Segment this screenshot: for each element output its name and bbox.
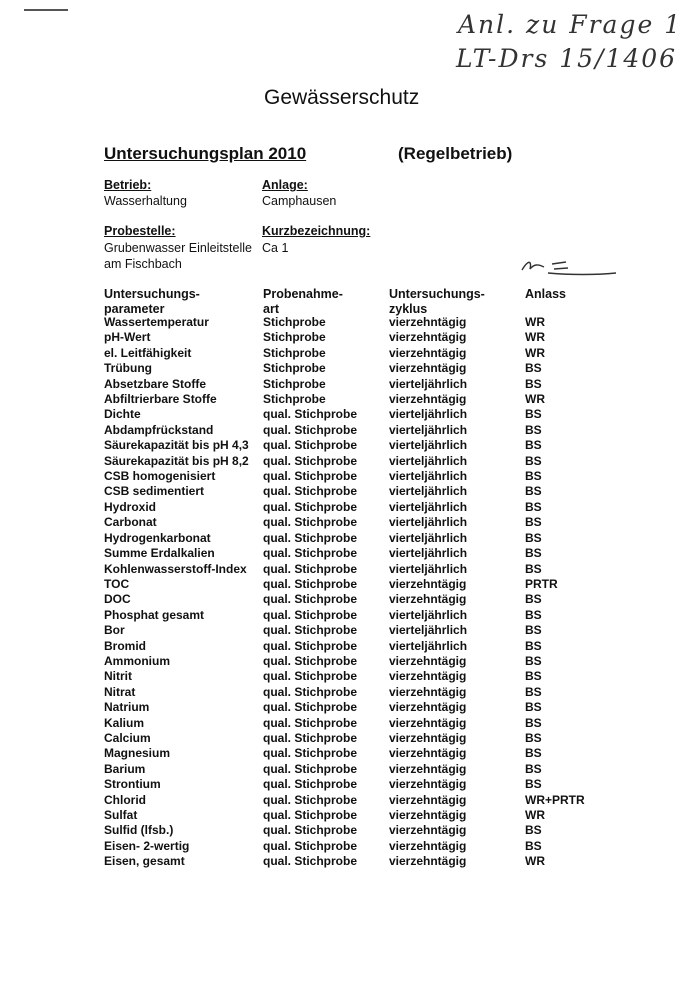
anlage-label: Anlage:	[262, 178, 308, 192]
cell-probenahme: qual. Stichprobe	[263, 546, 358, 561]
cell-probenahme: qual. Stichprobe	[263, 438, 358, 453]
table-row	[104, 469, 605, 484]
cell-parameter: Ammonium	[104, 653, 170, 668]
cell-zyklus: vierteljährlich	[389, 453, 468, 468]
table-row	[104, 608, 605, 623]
cell-zyklus: vierzehntägig	[389, 330, 467, 345]
cell-probenahme: qual. Stichprobe	[263, 761, 358, 776]
scan-mark-line	[24, 9, 68, 11]
cell-anlass: BS	[525, 361, 542, 376]
cell-anlass: BS	[525, 499, 542, 514]
cell-zyklus: vierteljährlich	[389, 515, 468, 530]
cell-zyklus: vierzehntägig	[389, 345, 467, 360]
cell-probenahme: qual. Stichprobe	[263, 777, 358, 792]
table-row	[104, 361, 605, 376]
cell-probenahme: qual. Stichprobe	[263, 700, 358, 715]
cell-anlass: WR	[525, 392, 545, 407]
table-row	[104, 392, 605, 407]
cell-probenahme: qual. Stichprobe	[263, 669, 358, 684]
cell-probenahme: qual. Stichprobe	[263, 499, 358, 514]
table-row	[104, 808, 605, 823]
cell-zyklus: vierzehntägig	[389, 715, 467, 730]
cell-parameter: TOC	[104, 576, 130, 591]
cell-zyklus: vierteljährlich	[389, 623, 468, 638]
table-row	[104, 700, 605, 715]
table-row	[104, 515, 605, 530]
probestelle-line1: Grubenwasser Einleitstelle	[104, 241, 252, 255]
cell-anlass: BS	[525, 715, 542, 730]
cell-zyklus: vierzehntägig	[389, 700, 467, 715]
table-row	[104, 793, 605, 808]
cell-zyklus: vierteljährlich	[389, 484, 468, 499]
cell-zyklus: vierzehntägig	[389, 684, 467, 699]
cell-zyklus: vierzehntägig	[389, 777, 467, 792]
table-row	[104, 777, 605, 792]
cell-probenahme: qual. Stichprobe	[263, 484, 358, 499]
cell-anlass: BS	[525, 838, 542, 853]
cell-probenahme: Stichprobe	[263, 330, 326, 345]
cell-anlass: WR	[525, 345, 545, 360]
cell-parameter: Nitrit	[104, 669, 132, 684]
cell-zyklus: vierzehntägig	[389, 808, 467, 822]
cell-anlass: BS	[525, 530, 542, 545]
cell-probenahme: qual. Stichprobe	[263, 453, 358, 468]
cell-anlass: BS	[525, 669, 542, 684]
initials-signature	[518, 256, 618, 276]
table-row	[104, 546, 605, 561]
cell-probenahme: Stichprobe	[263, 392, 326, 407]
cell-parameter: Eisen- 2-wertig	[104, 838, 190, 853]
cell-probenahme: qual. Stichprobe	[263, 561, 358, 576]
table-row	[104, 577, 605, 592]
cell-parameter: Barium	[104, 761, 146, 776]
cell-anlass: WR+PRTR	[525, 792, 585, 807]
cell-parameter: Phosphat gesamt	[104, 607, 205, 622]
probestelle-label: Probestelle:	[104, 224, 176, 238]
cell-parameter: Strontium	[104, 777, 161, 792]
cell-probenahme: Stichprobe	[263, 345, 326, 360]
cell-probenahme: qual. Stichprobe	[263, 623, 358, 638]
cell-zyklus: vierteljährlich	[389, 607, 468, 622]
cell-parameter: CSB homogenisiert	[104, 469, 216, 484]
cell-parameter: Bromid	[104, 638, 146, 653]
betrieb-value: Wasserhaltung	[104, 194, 187, 208]
cell-parameter: Eisen, gesamt	[104, 854, 185, 869]
cell-zyklus: vierteljährlich	[389, 638, 468, 653]
page-title: Gewässerschutz	[264, 86, 420, 109]
table-row	[104, 315, 605, 330]
cell-probenahme: qual. Stichprobe	[263, 730, 358, 745]
cell-parameter: Carbonat	[104, 515, 157, 530]
cell-zyklus: vierteljährlich	[389, 469, 468, 484]
cell-parameter: Calcium	[104, 730, 151, 745]
cell-parameter: Absetzbare Stoffe	[104, 376, 207, 391]
cell-probenahme: qual. Stichprobe	[263, 592, 358, 607]
anlage-value: Camphausen	[262, 194, 337, 208]
cell-anlass: BS	[525, 653, 542, 668]
col-header-parameter: Untersuchungs- parameter	[104, 287, 200, 316]
cell-probenahme: qual. Stichprobe	[263, 576, 358, 591]
cell-anlass: BS	[525, 761, 542, 776]
cell-parameter: Hydroxid	[104, 499, 157, 514]
cell-anlass: BS	[525, 469, 542, 484]
table-row	[104, 438, 605, 453]
cell-parameter: Kalium	[104, 715, 145, 730]
cell-probenahme: qual. Stichprobe	[263, 530, 358, 545]
kurzbezeichnung-label: Kurzbezeichnung:	[262, 224, 371, 238]
cell-probenahme: qual. Stichprobe	[263, 515, 358, 530]
cell-zyklus: vierzehntägig	[389, 823, 467, 838]
cell-anlass: BS	[525, 684, 542, 699]
table-row	[104, 716, 605, 731]
cell-zyklus: vierteljährlich	[389, 376, 468, 391]
table-row	[104, 839, 605, 854]
cell-parameter: Säurekapazität bis pH 8,2	[104, 453, 249, 468]
table-row	[104, 346, 605, 361]
table-row	[104, 454, 605, 469]
cell-zyklus: vierzehntägig	[389, 761, 467, 776]
cell-anlass: BS	[525, 376, 542, 391]
handwritten-annotation-line1: Anl. zu Frage 1	[458, 10, 683, 39]
plan-type: (Regelbetrieb)	[398, 144, 513, 163]
cell-zyklus: vierzehntägig	[389, 854, 467, 869]
cell-zyklus: vierzehntägig	[389, 730, 467, 745]
cell-zyklus: vierzehntägig	[389, 653, 467, 668]
cell-anlass: WR	[525, 315, 545, 329]
cell-probenahme: Stichprobe	[263, 376, 326, 391]
cell-probenahme: qual. Stichprobe	[263, 823, 358, 838]
table-row	[104, 407, 605, 422]
cell-parameter: pH-Wert	[104, 330, 151, 345]
col-header-anlass: Anlass	[525, 287, 566, 301]
cell-probenahme: qual. Stichprobe	[263, 746, 358, 761]
cell-anlass: BS	[525, 823, 542, 838]
cell-probenahme: qual. Stichprobe	[263, 407, 358, 422]
table-row	[104, 484, 605, 499]
cell-anlass: BS	[525, 546, 542, 561]
cell-zyklus: vierzehntägig	[389, 392, 467, 407]
cell-parameter: CSB sedimentiert	[104, 484, 205, 499]
table-row	[104, 746, 605, 761]
cell-zyklus: vierteljährlich	[389, 546, 468, 561]
table-row	[104, 685, 605, 700]
col-header-probenahme: Probenahme- art	[263, 287, 343, 316]
cell-probenahme: qual. Stichprobe	[263, 638, 358, 653]
cell-parameter: Sulfat	[104, 808, 138, 822]
cell-parameter: Sulfid (lfsb.)	[104, 823, 174, 838]
cell-probenahme: qual. Stichprobe	[263, 607, 358, 622]
cell-anlass: PRTR	[525, 576, 558, 591]
cell-parameter: Abfiltrierbare Stoffe	[104, 392, 217, 407]
cell-zyklus: vierzehntägig	[389, 576, 467, 591]
cell-anlass: WR	[525, 808, 545, 822]
table-row	[104, 562, 605, 577]
cell-anlass: BS	[525, 607, 542, 622]
cell-anlass: BS	[525, 623, 542, 638]
cell-zyklus: vierteljährlich	[389, 438, 468, 453]
cell-probenahme: Stichprobe	[263, 361, 326, 376]
cell-anlass: BS	[525, 592, 542, 607]
cell-zyklus: vierzehntägig	[389, 669, 467, 684]
cell-probenahme: qual. Stichprobe	[263, 422, 358, 437]
cell-zyklus: vierteljährlich	[389, 422, 468, 437]
cell-probenahme: qual. Stichprobe	[263, 792, 358, 807]
cell-anlass: BS	[525, 638, 542, 653]
cell-anlass: BS	[525, 777, 542, 792]
table-row	[104, 623, 605, 638]
cell-parameter: Trübung	[104, 361, 152, 376]
cell-zyklus: vierteljährlich	[389, 407, 468, 422]
cell-probenahme: qual. Stichprobe	[263, 469, 358, 484]
cell-anlass: BS	[525, 453, 542, 468]
table-row	[104, 330, 605, 345]
table-row	[104, 423, 605, 438]
cell-parameter: Hydrogenkarbonat	[104, 530, 211, 545]
cell-parameter: Wassertemperatur	[104, 315, 209, 329]
cell-zyklus: vierzehntägig	[389, 792, 467, 807]
cell-probenahme: qual. Stichprobe	[263, 808, 358, 822]
table-row	[104, 669, 605, 684]
cell-anlass: BS	[525, 746, 542, 761]
cell-parameter: DOC	[104, 592, 131, 607]
table-row	[104, 639, 605, 654]
table-row	[104, 654, 605, 669]
cell-anlass: BS	[525, 700, 542, 715]
cell-probenahme: qual. Stichprobe	[263, 653, 358, 668]
cell-parameter: el. Leitfähigkeit	[104, 345, 192, 360]
cell-anlass: BS	[525, 422, 542, 437]
cell-zyklus: vierzehntägig	[389, 838, 467, 853]
cell-probenahme: qual. Stichprobe	[263, 854, 358, 869]
parameter-table	[104, 315, 605, 870]
cell-parameter: Säurekapazität bis pH 4,3	[104, 438, 249, 453]
table-row	[104, 823, 605, 838]
cell-anlass: BS	[525, 484, 542, 499]
cell-parameter: Chlorid	[104, 792, 146, 807]
cell-parameter: Magnesium	[104, 746, 171, 761]
cell-probenahme: qual. Stichprobe	[263, 715, 358, 730]
cell-zyklus: vierteljährlich	[389, 530, 468, 545]
table-row	[104, 531, 605, 546]
cell-parameter: Natrium	[104, 700, 150, 715]
cell-zyklus: vierzehntägig	[389, 361, 467, 376]
cell-parameter: Dichte	[104, 407, 141, 422]
probestelle-line2: am Fischbach	[104, 257, 182, 271]
cell-anlass: WR	[525, 330, 545, 345]
cell-zyklus: vierteljährlich	[389, 499, 468, 514]
cell-zyklus: vierzehntägig	[389, 746, 467, 761]
cell-parameter: Summe Erdalkalien	[104, 546, 215, 561]
table-row	[104, 854, 605, 869]
plan-title: Untersuchungsplan 2010	[104, 144, 307, 163]
table-row	[104, 500, 605, 515]
table-row	[104, 377, 605, 392]
table-row	[104, 592, 605, 607]
cell-parameter: Nitrat	[104, 684, 136, 699]
cell-probenahme: qual. Stichprobe	[263, 838, 358, 853]
cell-anlass: BS	[525, 561, 542, 576]
cell-zyklus: vierteljährlich	[389, 561, 468, 576]
cell-probenahme: qual. Stichprobe	[263, 684, 358, 699]
cell-anlass: BS	[525, 438, 542, 453]
cell-anlass: BS	[525, 515, 542, 530]
cell-parameter: Bor	[104, 623, 125, 638]
cell-parameter: Abdampfrückstand	[104, 422, 214, 437]
cell-anlass: WR	[525, 854, 545, 869]
handwritten-annotation-line2: LT-Drs 15/1406	[456, 44, 678, 73]
table-row	[104, 762, 605, 777]
cell-zyklus: vierzehntägig	[389, 315, 467, 329]
betrieb-label: Betrieb:	[104, 178, 152, 192]
cell-parameter: Kohlenwasserstoff-Index	[104, 561, 247, 576]
col-header-zyklus: Untersuchungs- zyklus	[389, 287, 485, 316]
cell-probenahme: Stichprobe	[263, 315, 326, 329]
kurzbezeichnung-value: Ca 1	[262, 241, 289, 255]
table-row	[104, 731, 605, 746]
cell-zyklus: vierzehntägig	[389, 592, 467, 607]
cell-anlass: BS	[525, 407, 542, 422]
cell-anlass: BS	[525, 730, 542, 745]
